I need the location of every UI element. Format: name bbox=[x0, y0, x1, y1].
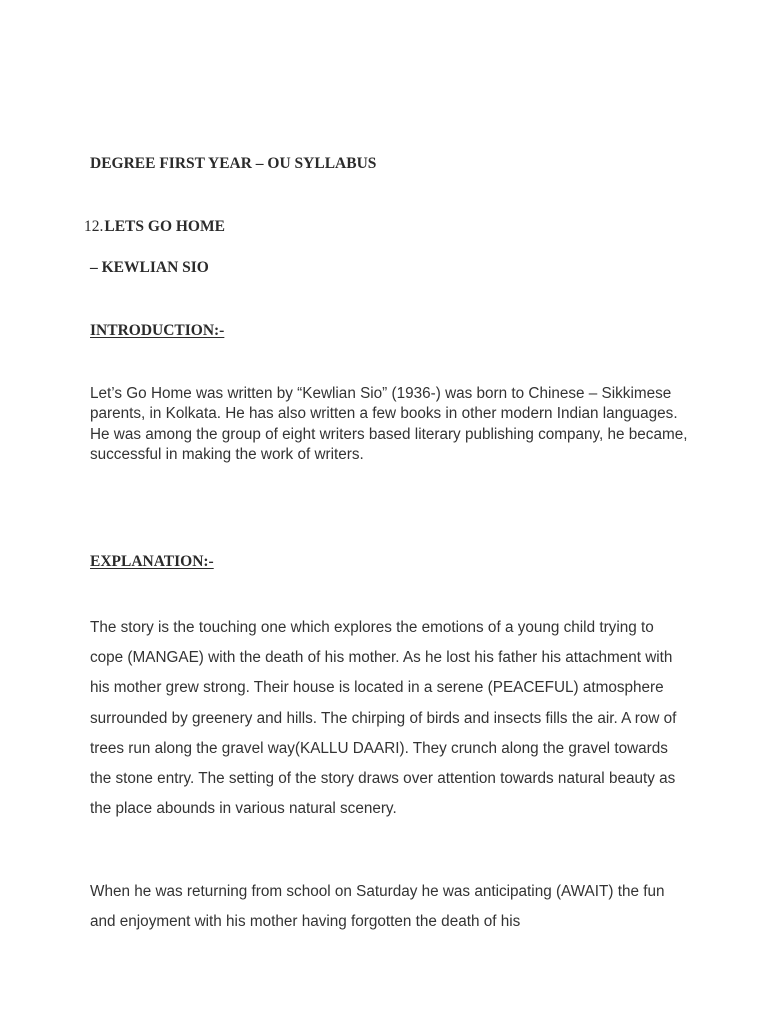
introduction-heading: INTRODUCTION:- bbox=[90, 322, 225, 339]
introduction-paragraph: Let’s Go Home was written by “Kewlian Sio” (1936-) was born to Chinese – Sikkimese parents, in Kolkata. He has also written a few books in other modern Indian languages. He was among the group of eight writers based literary publishing company, he became, successful in making the work of writers. bbox=[90, 385, 688, 464]
chapter-number: 12. bbox=[84, 218, 104, 235]
explanation-heading: EXPLANATION:- bbox=[90, 553, 214, 570]
chapter-heading bbox=[84, 218, 225, 236]
explanation-paragraph-1: The story is the touching one which explores the emotions of a young child trying to cope (MANGAE) with the death of his mother. As he lost his father his attachment with his mother grew strong. Their house is located in a serene (PEACEFUL) atmosphere surrounded by greenery and hills. The chirping of birds and insects fills the air. A row of trees run along the gravel way(KALLU DAARI). They crunch along the gravel towards the stone entry. The setting of the story draws over attention towards natural beauty as the place abounds in various natural scenery. bbox=[90, 619, 677, 818]
author-line: – KEWLIAN SIO bbox=[90, 259, 209, 276]
document-title: DEGREE FIRST YEAR – OU SYLLABUS bbox=[90, 155, 377, 172]
explanation-paragraph-2: When he was returning from school on Saturday he was anticipating (AWAIT) the fun and enjoyment with his mother having forgotten the death of his bbox=[90, 883, 665, 931]
chapter-title: LETS GO HOME bbox=[104, 218, 225, 235]
